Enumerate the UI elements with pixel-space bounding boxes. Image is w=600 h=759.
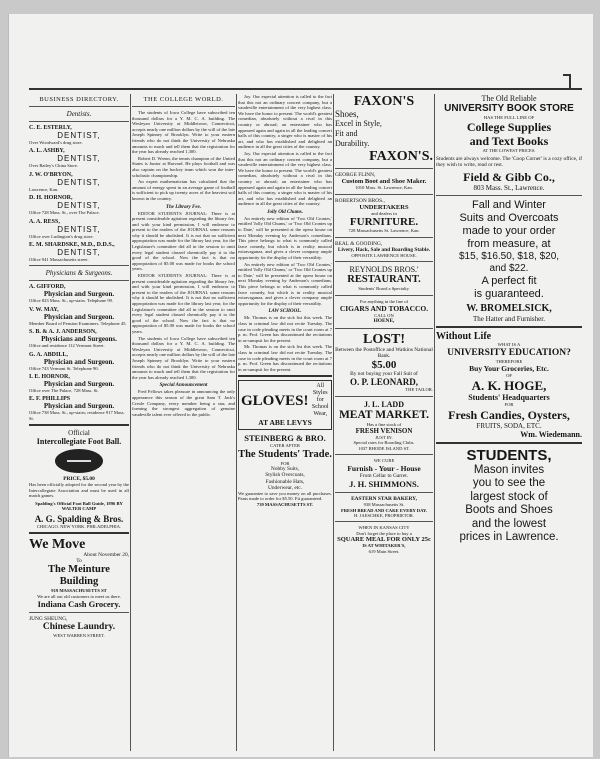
ladd-special: Special rates for Boarding Clubs. [353, 440, 415, 446]
law-para: Mr. Thomas is on the sick list this week. The class in criminal law did not recite Tuesday. The case in code pleading meets in the court room at 7 p. m. Prof. Green has discontinued the recitations in as-sumpsit for the present. [238, 315, 332, 343]
hoge-buy: Buy Your Groceries, Etc. [469, 364, 549, 374]
beal-name: BEAL & GOODING, [335, 240, 383, 247]
physician-address: Office 738 Mass. St., up-stairs; residence 917 Mass. St. [29, 410, 125, 421]
bookstore-name: UNIVERSITY BOOK STORE [444, 103, 574, 114]
steinberg-address: 739 MASSACHUSETTS ST. [256, 501, 314, 507]
dentist-address: Office 728 Mass. St., over The Palace. [29, 210, 100, 216]
flinn-ad [335, 172, 433, 191]
physician-profession: Physician and Surgeon. [43, 402, 115, 411]
faxon-line: Durability. [335, 139, 370, 148]
college-world-para1: The students of Iowa College have subscribed ten thousand dollars for a Y. M. C. A. building. The Wesleyan University at Middletown, Connecticut, accepts nearly one million dollars by the will of the late Joseph Spinney of Brooklyn. Write to your eastern friends who do not think the University of Nebraska amounts to much and tell them that the registration for the year has already reached 1,300. [132, 110, 235, 155]
faxon-head: FAXON'S [353, 94, 415, 109]
bookstore-supplies: College Supplies [466, 120, 552, 135]
bromelsick-perfect: A perfect fit [481, 275, 537, 288]
shimmons-ad [335, 458, 433, 489]
move-note: We are all out old customers to meet us there. [37, 593, 121, 599]
mason-lines [436, 464, 582, 545]
column-rule [130, 94, 131, 751]
beal-line: Livery, Hack, Sale and Boarding Stable. [337, 246, 431, 253]
leonard-name: O. P. LEONARD, [350, 377, 418, 388]
physician-profession: Physician and Surgeon. [43, 380, 115, 389]
col3-para1b: Joy. Our especial attention is called to the fact that this not an ordinary concert company, but a vaudeville entertainment of the very highest class. We have the honor to present. The world's greatest comedian, absolutely without a rival in this country or abroad; an entertainer who has appeared again and again in all the leading concert halls of this country, a singer who is master of his art, and who has established and delighted an audience in all the great cities of the country. [238, 150, 332, 207]
ladd-venison: FRESH VENISON [355, 427, 413, 436]
reynolds-name: REYNOLDS BROS.' [349, 265, 419, 275]
laundry-addr: WEST WARREN STREET. [53, 633, 105, 639]
football-ad [29, 429, 129, 529]
mason-line: Mason invites [473, 463, 545, 476]
shimmons-furnish: Furnish - Your - House [347, 463, 421, 473]
beal-addr: OPPOSITE LAWRENCE HOUSE. [351, 252, 417, 258]
steinberg-item: Fashionable Hats, [265, 478, 305, 485]
jolly-heading: Jolly Old Chums. [267, 209, 303, 215]
lost-amount: $5.00 [371, 359, 397, 372]
law-para2: Mr. Thomas is on the sick list this week. The class in criminal law did not recite Tuesday. The case in code pleading meets in the court room at 7 p. m. Prof. Green has discontinued the recitations in as-sumpsit for the present. [238, 344, 332, 372]
bromelsick-prices: $15, $16.50, $18, $20, [458, 251, 560, 263]
football-line1: Official [68, 429, 90, 438]
college-world-title: THE COLLEGE WORLD. [143, 96, 224, 103]
whitaker-square: SQUARE MEAL FOR ONLY 25c [337, 536, 431, 544]
reynolds-restaurant: RESTAURANT. [347, 274, 421, 286]
jolly-para: An entirely new edition of 'Two Old Cronies,' entitled 'Jolly Old Chums,' or 'Two Old Cronies up to Date,' will be presented at the opera house on next Monday evening by Anderson's comedians. This piece belongs to what is commonly called farce comedy, but which is in reality musical extravaganza, and gives a clever company ample opportunity for the display of their versatility. [238, 215, 332, 261]
shimmons-cure: WE CURE [373, 458, 395, 464]
cigars-pre: For anything in the line of [359, 298, 409, 304]
football-guide: Spalding's Official Foot Ball Guide, 1896 BY WALTER CAMP [35, 500, 123, 512]
football-text: Has been officially adopted for the second year by the Intercollegiate Association and must be used in all match games. [29, 482, 129, 499]
bookstore-welcome: Students are always welcome. The 'Coop Corner' is a cozy office, if they wish to write, read or rest. [436, 155, 582, 169]
library-para-cont2: The students of Iowa College have subscribed ten thousand dollars for a Y. M. C. A. building. The Wesleyan University at Middletown, Connecticut, accepts nearly one million dollars by the will of the late Joseph Spinney of Brooklyn. Write to your eastern friends who do not think the University of Nebraska amounts to much and tell them that the registration for the year has already reached 1,300. [132, 335, 235, 380]
physicians-heading: Physicians & Surgeons. [45, 269, 113, 278]
bromelsick-suits: Suits and Overcoats [459, 212, 559, 225]
bromelsick-measure: from measure, at [467, 238, 551, 251]
dentist-entry [29, 242, 129, 262]
gloves-styles: All Styles for School Wear, [311, 383, 329, 418]
physician-profession: Physician and Surgeon. [43, 357, 115, 366]
bromelsick-hatter: The Hatter and Furnisher. [473, 315, 545, 324]
dentist-address: Over Bailey's China Store. [29, 163, 79, 169]
faxon-lines [335, 119, 433, 149]
hoge-whatis: WHAT IS A [497, 342, 521, 348]
dentist-address: Office 941 Massachusetts street. [29, 257, 89, 263]
dentists-heading: Dentists. [66, 110, 92, 118]
football-price: PRICE, $5.00 [63, 476, 95, 483]
bookstore-ad [436, 94, 582, 192]
move-address: 919 MASSACHUSETTS ST [51, 588, 107, 594]
dentist-profession: DENTIST, [57, 201, 101, 211]
move-store: The Meinture Building [48, 564, 110, 588]
jolly-text [238, 216, 332, 307]
dentist-address: Over Woodward's drug store. [29, 140, 83, 145]
corner-mark [563, 74, 571, 88]
hoge-education: UNIVERSITY EDUCATION? [447, 347, 571, 358]
hoge-ad [436, 331, 582, 439]
ladd-meat: MEAT MARKET. [338, 408, 430, 421]
dentist-address: Lawrence, Kan. [29, 186, 59, 192]
football-line2: Intercollegiate Foot Ball. [36, 437, 122, 447]
bromelsick-fall: Fall and Winter [472, 199, 546, 212]
steinberg-item: Nobby Suits, [270, 466, 300, 473]
dentist-entry [29, 125, 129, 145]
college-world-text [132, 110, 235, 202]
mason-students: STUDENTS, [466, 446, 552, 464]
special-para: Fred Fellows takes pleasure in announcing the only appearance this season of the great Sam T. Jack's Creole Company, every member being a star, and forming the strongest aggregation of genuine vaudeville talent ever offered to the public. [132, 389, 235, 417]
mason-line: you to see the [472, 477, 546, 490]
lost-title: LOST! [362, 331, 405, 347]
beal-ad [335, 241, 433, 259]
hoge-candies: Fresh Candies, Oysters, [448, 407, 570, 422]
lost-text: Between the Postoffice and Watkins National Bank. [335, 346, 433, 359]
whitaker-name: IS AT WHITAKER'S, [362, 543, 406, 549]
reynolds-ad [335, 265, 433, 291]
laundry-name: JUNG SHEUNG, [29, 616, 68, 623]
steinberg-caters: CATER AFTER [270, 443, 300, 449]
bakery-bread: FRESH BREAD AND CAKE EVERY DAY. [340, 507, 428, 513]
steinberg-ad [238, 433, 332, 507]
move-ad [29, 537, 129, 609]
library-text [132, 211, 235, 381]
physician-address: Office 823 Mass. St., up-stairs. Telephone 99. [29, 298, 114, 304]
physician-address: Office 743 Vermont St. Telephone 90. [29, 365, 99, 371]
shimmons-from: From Cellar to Garret. [359, 472, 409, 479]
column-four [335, 94, 433, 751]
dentist-entry [29, 148, 129, 168]
physician-entry [29, 307, 129, 326]
dentist-address: Office over Ludington's drug store. [29, 233, 94, 239]
physician-name: E. F. PHILLIPS [29, 396, 71, 403]
hoge-of: OF [506, 373, 512, 379]
gloves-headline: GLOVES! [241, 392, 309, 409]
physician-profession: Physician and Surgeon. [43, 312, 115, 321]
whitaker-kc2: Don't forget the place to buy a [356, 530, 412, 536]
gloves-ad [238, 380, 332, 430]
leonard-sub: THE TAILOR. [405, 387, 433, 393]
bromelsick-made: made to your order [462, 225, 556, 238]
move-name: Indiana Cash Grocery. [37, 599, 121, 610]
physician-entry [29, 352, 129, 371]
physician-name: I. E. HORNOR, [29, 374, 70, 381]
move-to: To [76, 558, 82, 565]
college-world-column [132, 94, 235, 751]
library-para-cont: EDITOR STUDENTS JOURNAL: There is at present considerable agitation regarding the library fee, and with your kind permission, I will endeavor to present to the readers of the JOURNAL some reasons why it should be abolished. It is not that no sufficient appropriation was made for the library last year, for the Legislature's committee did all in the session to omit every legal student classed chemically pay it to the good of the school. Now the fact is that no appropriation of $5.00 was made for books the school years. [132, 273, 235, 334]
bakery-proprietor: PROPRIETOR. [384, 512, 415, 518]
ladd-sub: Has a fine stock of [366, 421, 402, 427]
lost-text2: By not buying your Fall Suit of [350, 371, 418, 378]
mason-line: prices in Lawrence. [459, 531, 559, 544]
dentist-name: A. A. RESS, [29, 218, 60, 225]
bakery-jaeschke: H. JAESCHKE, [353, 512, 384, 518]
law-heading: LAW SCHOOL. [268, 309, 302, 315]
gloves-at: AT ABE LEVYS [258, 418, 312, 428]
hoge-therefore: THEREFORE [495, 358, 523, 364]
dentist-name: D. H. HORNOR, [29, 195, 73, 202]
laundry-ad [29, 616, 129, 639]
steinberg-item: Stylish Overcoats, [265, 472, 305, 479]
college-world-para3: An expert mathematician has calculated that the amount of energy spent in an average game of football is sufficient to pick up twenty acres of the heaviest soil known in the country. [132, 179, 235, 201]
hoge-name: A. K. HOGE, [471, 378, 547, 394]
dentist-name: C. E. ESTERLY, [29, 125, 72, 131]
column-three [238, 94, 332, 751]
dentist-entry [29, 219, 129, 239]
bookstore-textbooks: and Text Books [469, 134, 549, 149]
move-date: About November 20, [83, 551, 129, 558]
column-five [436, 94, 582, 751]
robertson-name: ROBERTSON BROS., [335, 197, 385, 204]
bakery-addr: 938 Massachusetts St. [363, 502, 405, 508]
steinberg-for: FOR [280, 460, 290, 466]
special-text [132, 389, 235, 417]
jolly-para2: An entirely new edition of 'Two Old Cronies,' entitled 'Jolly Old Chums,' or 'Two Old Cronies up to Date,' will be presented at the opera house on next Monday evening by Anderson's comedians. This piece belongs to what is commonly called farce comedy, but which is in reality musical extravaganza, and gives a clever company ample opportunity for the display of their versatility. [238, 261, 332, 306]
physician-address: Office and residence 112 Vermont Street. [29, 343, 105, 349]
bookstore-lowest: AT THE LOWEST PRICES. [482, 148, 536, 154]
dentist-entry [29, 195, 129, 215]
bromelsick-guaranteed: is guaranteed. [474, 288, 544, 301]
faxon-ad [335, 94, 433, 165]
column-rule [236, 94, 237, 751]
bakery-owner [335, 513, 433, 518]
faxon-sub: Shoes, [335, 109, 359, 119]
mason-line: largest stock of [470, 490, 548, 503]
ladd-addr: 1037 RHODE ISLAND ST. [358, 445, 410, 451]
bromelsick-and22: and $22. [489, 263, 529, 275]
dentist-name: A. L. ASHBY, [29, 148, 65, 155]
whitaker-kc: WHEN IN KANSAS CITY [358, 525, 410, 531]
bookstore-full-line: HAS THE FULL LINE OF [483, 115, 535, 120]
bromelsick-name: W. BROMELSICK, [466, 303, 552, 315]
faxon-big: FAXON'S. [369, 149, 433, 164]
hoge-wiedemann: Wm. Wiedemann. [520, 429, 582, 439]
physician-entry [29, 374, 129, 393]
football-company: A. G. Spalding & Bros. [34, 513, 124, 524]
steinberg-note: We guarantee to save you money on all purchases. Pants made to order for $5.50. Fit guaranteed. [238, 490, 332, 502]
physician-name: S. B. & A. J. ANDERSON, [29, 329, 97, 336]
dentist-profession: DENTIST, [57, 131, 101, 140]
college-world-para2: Robert D. Wrenn, the tennis champion of the United States is Junior at Harvard. He plays football and was also captain on the hockey team which won the inter-scholastic championship. [132, 155, 235, 178]
physicians-list [29, 284, 129, 421]
mason-ad [436, 447, 582, 545]
hoge-students-hq: Students' Headquarters [468, 393, 550, 403]
dentist-profession: DENTIST, [57, 154, 101, 164]
physician-name: A. GIFFORD, [29, 284, 66, 291]
steinberg-trade: The Students' Trade. [238, 448, 332, 460]
physician-address: Member Board of Pension Examiners. Telephone 45. [29, 320, 127, 326]
faxon-line: Excel in Style, [335, 119, 382, 128]
steinberg-item: Underwear, etc. [267, 484, 303, 491]
physician-entry [29, 396, 129, 421]
flinn-name: GEORGE FLINN, [335, 172, 376, 178]
hoge-fruits: FRUITS, SODA, ETC. [476, 421, 542, 430]
column-rule [333, 94, 334, 751]
flinn-addr: 1010 Mass. St. Lawrence, Kan. [355, 185, 413, 191]
bookstore-field: Field & Gibb Co., [463, 170, 555, 185]
laundry-title: Chinese Laundry. [42, 622, 116, 633]
ladd-ad [335, 400, 433, 452]
col3-para1: Joy. Our especial attention is called to the fact that this not an ordinary concert company, but a vaudeville entertainment of the very highest class. We have the honor to present. The world's greatest comedian, absolutely without a rival in this country or abroad; an entertainer who has appeared again and again in all the leading concert halls of this country, a singer who is master of his art, and who has established and delighted an audience in all the great cities of the country. [238, 94, 332, 150]
bakery-ad [335, 496, 433, 518]
dentist-profession: DENTIST, [57, 248, 101, 258]
move-headline: We Move [29, 536, 86, 552]
bakery-name: EASTERN STAR BAKERY, [351, 495, 417, 502]
hoge-without: Without Life [436, 331, 492, 343]
faxon-line: Fit and [335, 129, 358, 138]
robertson-dealers: and dealers in [371, 210, 397, 216]
physician-entry [29, 329, 129, 348]
robertson-addr: 728 Massachusetts St. Lawrence, Kan. [348, 228, 420, 234]
physician-profession: Physicians and Surgeons. [41, 335, 117, 344]
cigars-ad [335, 299, 433, 325]
cigars-title: CIGARS AND TOBACCO. [339, 304, 429, 314]
physician-profession: Physician and Surgeon. [43, 290, 115, 299]
dentist-profession: DENTIST, [57, 224, 101, 234]
whitaker-ad [335, 525, 433, 554]
column-rule [434, 94, 435, 751]
shimmons-name: J. H. SHIMMONS. [349, 478, 419, 489]
mason-line: Boots and Shoes [465, 504, 553, 517]
reynolds-note: Students' Board a Specialty. [358, 286, 410, 292]
library-para: EDITOR STUDENTS JOURNAL: There is at present considerable agitation regarding the library fee, and with your kind permission, I will endeavor to present to the readers of the JOURNAL some reasons why it should be abolished. It is not that no sufficient appropriation was made for the library last year, for the Legislature's committee did all in the session to omit every legal student classed chemically pay it to the good of the school. Now the fact is that no appropriation of $5.00 was made for books the school years. [132, 210, 235, 272]
dentist-name: E. M. SHARDSKE, M.D., D.D.S., [29, 242, 115, 249]
lost-ad [335, 332, 433, 393]
robertson-undertakers: UNDERTAKERS [359, 203, 409, 211]
col3-text [238, 94, 332, 207]
football-cities: CHICAGO. NEW YORK. PHILADELPHIA. [36, 523, 122, 529]
law-text [238, 315, 332, 372]
dentist-profession: DENTIST, [57, 177, 101, 187]
library-heading: The Library Fee. [165, 204, 202, 210]
directory-title: BUSINESS DIRECTORY. [39, 96, 119, 103]
physician-name: G. A. ABDILL, [29, 351, 68, 358]
mason-line: and the lowest [471, 517, 547, 530]
cigars-hoene: HOENE, [373, 318, 395, 325]
bookstore-reliable: The Old Reliable [481, 94, 537, 103]
physician-name: V. W. MAY, [29, 306, 59, 313]
hoge-for: FOR [504, 402, 514, 408]
physician-address: Office over The Palace, 728 Mass. St. [29, 388, 99, 394]
steinberg-items [238, 466, 332, 491]
newspaper-page [8, 14, 593, 757]
dentist-name: J. W. O'BRYON, [29, 171, 73, 178]
flinn-line: Custom Boot and Shoe Maker. [341, 178, 427, 186]
whitaker-addr: 619 Main Street. [368, 548, 400, 554]
robertson-ad [335, 198, 433, 234]
bromelsick-ad [436, 199, 582, 323]
special-heading: Special Announcement [159, 383, 208, 389]
dentists-list [29, 125, 129, 262]
directory-column [29, 94, 129, 751]
ladd-venison-sub: JUST IN. [375, 435, 393, 441]
dentist-entry [29, 172, 129, 192]
ladd-name: J. L. LADD [363, 399, 404, 409]
top-rule [29, 88, 582, 90]
football-icon [55, 449, 103, 473]
physician-entry [29, 284, 129, 303]
steinberg-firm: STEINBERG & BRO. [244, 433, 326, 444]
robertson-furniture: FURNITURE. [349, 216, 419, 229]
bookstore-address: 803 Mass. St., Lawrence. [473, 184, 545, 193]
cigars-call: CALL ON [374, 313, 394, 319]
